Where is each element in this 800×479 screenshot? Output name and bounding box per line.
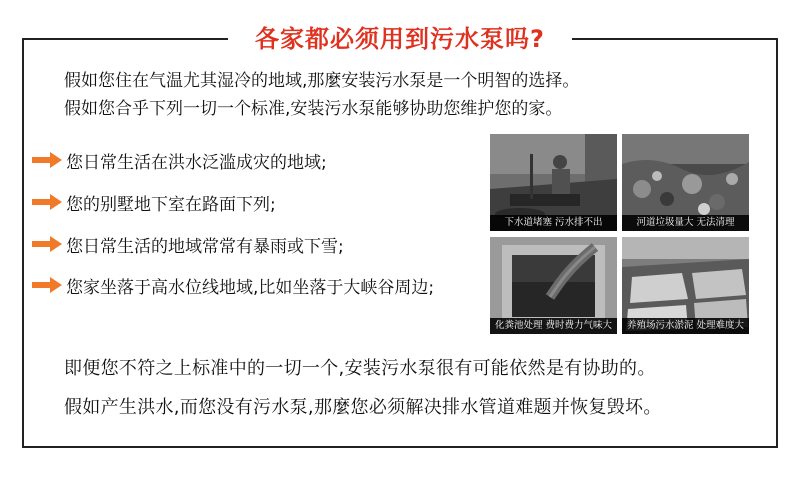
bullet-text: 您日常生活的地域常常有暴雨或下雪; <box>66 236 344 257</box>
bullet-text: 您的别墅地下室在路面下列; <box>66 194 276 215</box>
bullet-item <box>32 190 276 214</box>
photo-sewer-blocked <box>490 134 617 231</box>
intro-line-2: 假如您合乎下列一切一个标准,安装污水泵能够协助您维护您的家。 <box>64 99 563 119</box>
photo-caption: 下水道堵塞 污水排不出 <box>490 215 617 231</box>
footer-line-2: 假如产生洪水,而您没有污水泵,那麼您必须解决排水管道难题并恢复毁坏。 <box>64 397 662 418</box>
bullet-text: 您家坐落于高水位线地域,比如坐落于大峡谷周边; <box>66 277 435 298</box>
bullet-item <box>32 232 344 256</box>
page-title: 各家都必须用到污水泵吗? <box>228 22 572 56</box>
photo-septic-tank <box>490 237 617 334</box>
arrow-right-icon <box>32 236 62 252</box>
arrow-right-icon <box>32 152 62 168</box>
photo-river-garbage <box>622 134 749 231</box>
bullet-text: 您日常生活在洪水泛滥成灾的地域; <box>66 152 327 173</box>
photo-caption: 养殖场污水淤泥 处理难度大 <box>622 318 749 334</box>
bullet-item <box>32 273 434 297</box>
photo-caption: 河道垃圾量大 无法清理 <box>622 215 749 231</box>
arrow-right-icon <box>32 277 62 293</box>
footer-line-1: 即便您不符之上标准中的一切一个,安装污水泵很有可能依然是有协助的。 <box>64 358 656 379</box>
photo-caption: 化粪池处理 费时费力气味大 <box>490 318 617 334</box>
bullet-item <box>32 148 327 172</box>
arrow-right-icon <box>32 194 62 210</box>
photo-farm-sludge <box>622 237 749 334</box>
intro-line-1: 假如您住在气温尤其湿冷的地域,那麼安装污水泵是一个明智的选择。 <box>64 71 580 91</box>
